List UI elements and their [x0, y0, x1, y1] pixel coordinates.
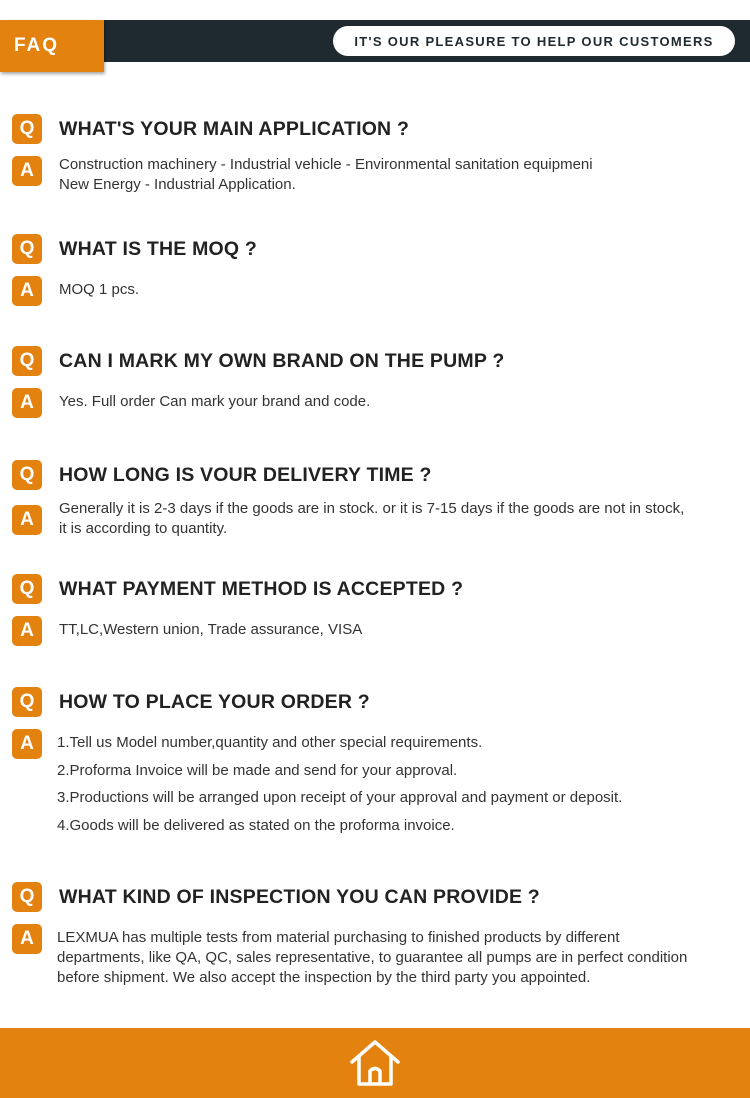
q-badge: Q — [12, 114, 42, 144]
answer-line: New Energy - Industrial Application. — [59, 176, 296, 193]
answer-line: departments, like QA, QC, sales representative, to guarantee all pumps are in perfect condition — [57, 949, 688, 966]
faq-answer — [59, 620, 362, 640]
faq-question: CAN I MARK MY OWN BRAND ON THE PUMP ? — [59, 350, 505, 372]
a-badge: A — [12, 388, 42, 418]
q-badge: Q — [12, 574, 42, 604]
faq-question: WHAT'S YOUR MAIN APPLICATION ? — [59, 118, 410, 140]
answer-line: it is according to quantity. — [59, 520, 228, 537]
faq-answer — [59, 499, 684, 539]
faq-question: WHAT PAYMENT METHOD IS ACCEPTED ? — [59, 578, 464, 600]
a-badge: A — [12, 156, 42, 186]
faq-answer — [57, 733, 622, 843]
answer-line: 4.Goods will be delivered as stated on the proforma invoice. — [57, 816, 455, 834]
faq-tab — [0, 20, 104, 72]
answer-line: 1.Tell us Model number,quantity and other special requirements. — [57, 734, 483, 751]
faq-question: HOW TO PLACE YOUR ORDER ? — [59, 691, 370, 713]
answer-line: LEXMUA has multiple tests from material purchasing to finished products by different — [57, 929, 620, 946]
answer-line: 2.Proforma Invoice will be made and send for your approval. — [57, 761, 458, 779]
faq-answer — [59, 155, 593, 195]
a-badge: A — [12, 924, 42, 954]
answer-line: TT,LC,Western union, Trade assurance, VISA — [59, 621, 363, 638]
answer-line: MOQ 1 pcs. — [59, 281, 140, 298]
q-badge: Q — [12, 460, 42, 490]
a-badge: A — [12, 505, 42, 535]
answer-line: Yes. Full order Can mark your brand and code. — [59, 393, 371, 410]
faq-question: HOW LONG IS VOUR DELIVERY TIME ? — [59, 464, 432, 486]
a-badge: A — [12, 616, 42, 646]
faq-answer — [59, 392, 370, 412]
tagline: IT'S OUR PLEASURE TO HELP OUR CUSTOMERS — [333, 26, 735, 56]
faq-label: FAQ — [14, 35, 60, 56]
answer-line: before shipment. We also accept the inspection by the third party you appointed. — [57, 969, 591, 986]
a-badge: A — [12, 276, 42, 306]
q-badge: Q — [12, 234, 42, 264]
answer-line: Generally it is 2-3 days if the goods are in stock. or it is 7-15 days if the goods are not in stock, — [59, 500, 685, 517]
faq-answer — [59, 280, 139, 300]
a-badge: A — [12, 729, 42, 759]
home-icon[interactable] — [349, 1039, 401, 1092]
answer-line: 3.Productions will be arranged upon receipt of your approval and payment or deposit. — [57, 789, 623, 806]
q-badge: Q — [12, 687, 42, 717]
answer-line: Construction machinery - Industrial vehicle - Environmental sanitation equipmeni — [59, 156, 593, 173]
q-badge: Q — [12, 882, 42, 912]
q-badge: Q — [12, 346, 42, 376]
faq-answer — [57, 928, 687, 988]
faq-question: WHAT KIND OF INSPECTION YOU CAN PROVIDE ? — [59, 886, 540, 908]
faq-question: WHAT IS THE MOQ ? — [59, 238, 258, 260]
